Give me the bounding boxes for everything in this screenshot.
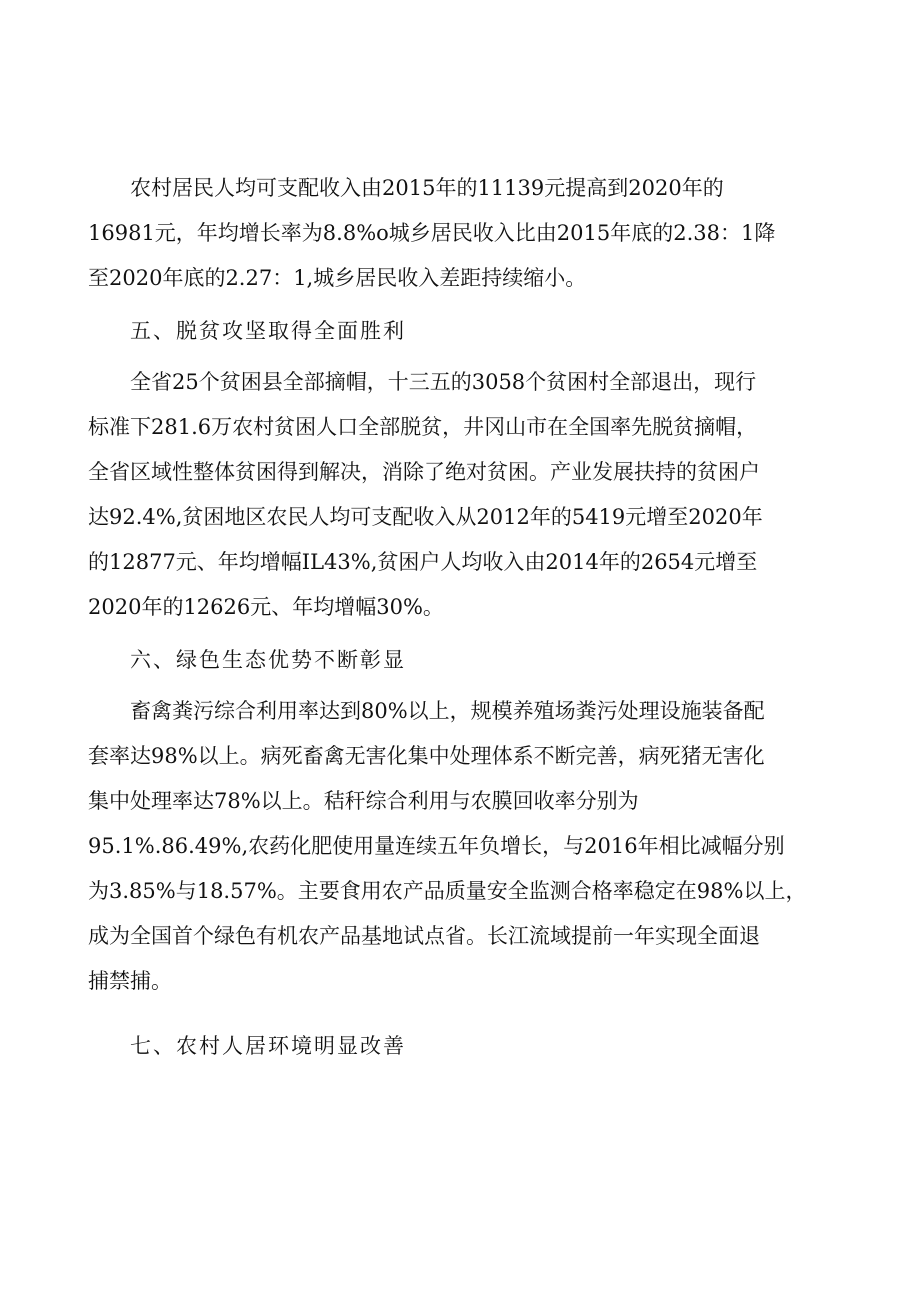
paragraph-poverty — [88, 360, 834, 630]
text-line: 成为全国首个绿色有机农产品基地试点省。长江流域提前一年实现全面退 — [88, 924, 760, 948]
text-line: 集中处理率达78%以上。秸秆综合利用与农膜回收率分别为 — [88, 789, 639, 813]
paragraph-green-ecology — [88, 689, 834, 1004]
text-line: 达92.4%,贫困地区农民人均可支配收入从2012年的5419元增至2020年 — [88, 505, 763, 529]
text-line: 95.1%.86.49%,农药化肥使用量连续五年负增长，与2016年相比减幅分别 — [88, 834, 785, 858]
section-heading-6: 六、绿色生态优势不断彰显 — [130, 648, 406, 672]
text-line: 套率达98%以上。病死畜禽无害化集中处理体系不断完善，病死猪无害化 — [88, 744, 765, 768]
text-line: 畜禽粪污综合利用率达到80%以上，规模养殖场粪污处理设施装备配 — [130, 699, 765, 723]
text-line: 的12877元、年均增幅IL43%,贫困户人均收入由2014年的2654元增至 — [88, 550, 758, 574]
text-line: 标准下281.6万农村贫困人口全部脱贫，井冈山市在全国率先脱贫摘帽， — [88, 415, 758, 439]
text-line: 2020年的12626元、年均增幅30%。 — [88, 595, 444, 619]
text-line: 全省区域性整体贫困得到解决，消除了绝对贫困。产业发展扶持的贫困户 — [88, 460, 760, 484]
section-heading-5: 五、脱贫攻坚取得全面胜利 — [130, 319, 406, 343]
text-line: 农村居民人均可支配收入由2015年的11139元提高到2020年的 — [130, 176, 724, 200]
text-line: 为3.85%与18.57%。主要食用农产品质量安全监测合格率稳定在98%以上， — [88, 879, 807, 903]
text-line: 捕禁捕。 — [88, 969, 172, 993]
section-heading-7: 七、农村人居环境明显改善 — [130, 1034, 406, 1058]
text-line: 至2020年底的2.27：1,城乡居民收入差距持续缩小。 — [88, 266, 587, 290]
document-body — [88, 166, 834, 1075]
paragraph-rural-income — [88, 166, 834, 301]
text-line: 全省25个贫困县全部摘帽，十三五的3058个贫困村全部退出，现行 — [130, 370, 757, 394]
text-line: 16981元，年均增长率为8.8%o城乡居民收入比由2015年底的2.38：1降 — [88, 221, 776, 245]
